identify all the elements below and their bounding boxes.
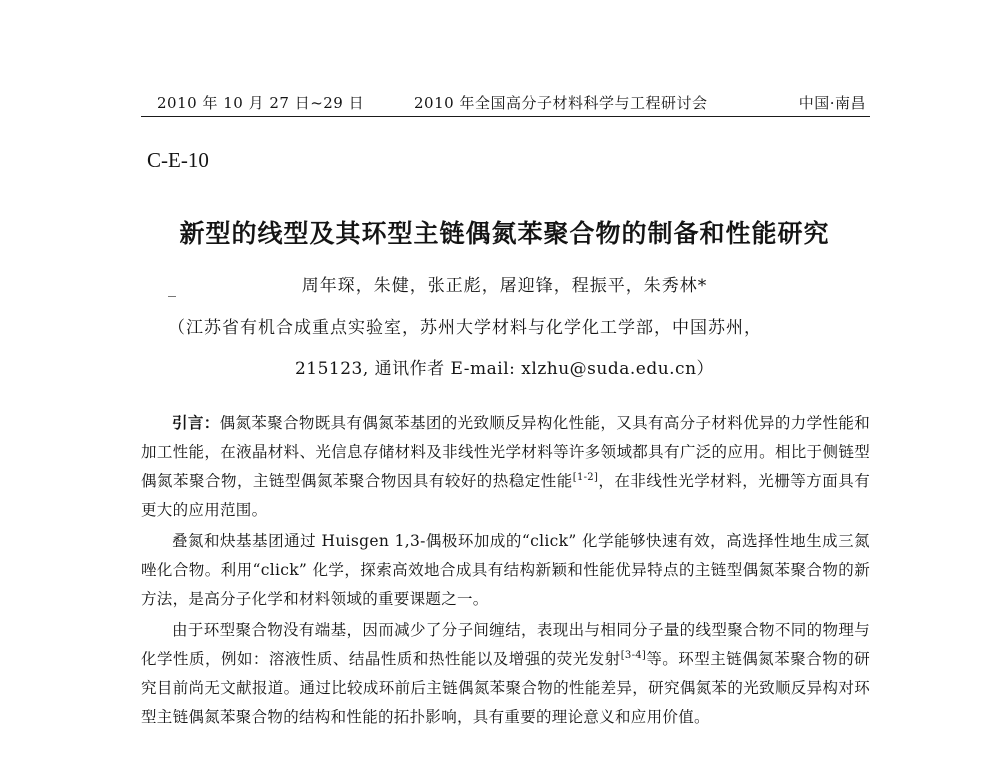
citation: [1-2] [572,471,599,483]
body-text [141,408,870,734]
header-rule [141,116,870,117]
affiliation-line-2: 215123, 通讯作者 E-mail: xlzhu@suda.edu.cn） [294,359,715,379]
paragraph-text: ，在非线性光学材料，光栅等方面具有更大的应用范围。 [141,472,870,519]
paper-code: C-E-10 [147,148,209,172]
paragraph-introduction [141,408,870,525]
running-header [141,92,870,114]
paragraph-text: 等。环型主链偶氮苯聚合物的研究目前尚无文献报道。通过比较成环前后主链偶氮苯聚合物的性能差异，研究偶氮苯的光致顺反异构对环型主链偶氮苯聚合物的结构和性能的拓扑影响，具有重要的理论意义和应用价值。 [141,650,870,726]
paper-title: 新型的线型及其环型主链偶氮苯聚合物的制备和性能研究 [179,219,830,248]
header-location: 中国·南昌 [798,94,866,112]
paragraph-text: 偶氮苯聚合物既具有偶氮苯基团的光致顺反异构化性能，又具有高分子材料优异的力学性能和加工性能，在液晶材料、光信息存储材料及非线性光学材料等许多领域都具有广泛的应用。相比于侧链型偶氮苯聚合物，主链型偶氮苯聚合物因具有较好的热稳定性能 [141,414,870,490]
introduction-label: 引言： [172,413,220,432]
paragraph-text: 由于环型聚合物没有端基，因而减少了分子间缠结，表现出与相同分子量的线型聚合物不同的物理与化学性质，例如：溶液性质、结晶性质和热性能以及增强的荧光发射 [141,621,870,668]
paragraph-cyclic-polymers [141,616,870,732]
paragraph-click-chemistry [141,527,870,614]
header-date: 2010 年 10 月 27 日~29 日 [157,94,365,112]
affiliation-line-1: （江苏省有机合成重点实验室，苏州大学材料与化学化工学部，中国苏州， [168,318,762,338]
paragraph-text: 叠氮和炔基基团通过 Huisgen 1,3-偶极环加成的“click” 化学能够快速有效，高选择性地生成三氮唑化合物。利用“click” 化学，探索高效地合成具有结构新颖和性能优异特点的主链型偶氮苯聚合物的新方法，是高分子化学和材料领域的重要课题之一。 [141,532,870,608]
citation: [3-4] [620,649,647,661]
scan-speck [168,296,176,297]
header-conference: 2010 年全国高分子材料科学与工程研讨会 [414,94,708,112]
author-list: 周年琛，朱健，张正彪，屠迎锋，程振平，朱秀林* [301,276,708,296]
